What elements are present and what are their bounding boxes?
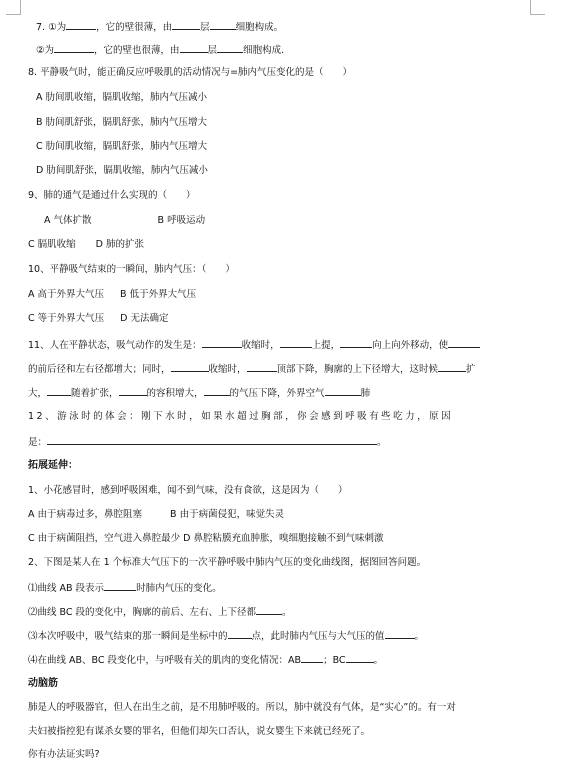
sub-question-1: ⑴曲线 AB 段表示 时肺内气压的变化。 — [28, 580, 222, 596]
blank[interactable] — [202, 337, 242, 348]
blank[interactable] — [104, 580, 136, 591]
blank[interactable] — [325, 385, 361, 396]
paragraph-line: 肺是人的呼吸器官，但人在出生之前，是不用肺呼吸的。所以，肺中就没有气体，是“实心”的。有一对 — [28, 702, 456, 713]
blank[interactable] — [204, 385, 230, 396]
option-row: C 膈肌收缩 D 肺的扩张 — [28, 239, 144, 250]
blank[interactable] — [301, 652, 323, 663]
option-row: A 气体扩散 B 呼吸运动 — [44, 215, 206, 226]
option-b: B 肋间肌舒张，膈肌舒张，肺内气压增大 — [36, 117, 208, 128]
paragraph-line: 你有办法证实吗? — [28, 749, 100, 760]
option-row: C 等于外界大气压 D 无法确定 — [28, 313, 169, 324]
option-d: D 肋间肌舒张，膈肌收缩，肺内气压减小 — [36, 165, 208, 176]
blank[interactable] — [217, 42, 243, 53]
blank[interactable] — [280, 337, 312, 348]
option-row: C 由于病菌阻挡，空气进入鼻腔最少 D 鼻腔粘膜充血肿胀，嗅细胞接触不到气味刺激 — [28, 533, 384, 544]
blank[interactable] — [54, 42, 94, 53]
section-heading-brain-teaser: 动脑筋 — [28, 678, 58, 689]
blank[interactable] — [119, 385, 147, 396]
blank[interactable] — [66, 19, 96, 30]
sub-question-2: ⑵曲线 BC 段的变化中，胸廓的前后、左右、上下径都 。 — [28, 604, 292, 620]
extension-question-1: 1、小花感冒时，感到呼吸困难，闻不到气味，没有食欲，这是因为（ ） — [28, 485, 348, 496]
blank[interactable] — [385, 628, 415, 639]
blank[interactable] — [346, 652, 374, 663]
blank[interactable] — [228, 628, 252, 639]
question-12-answer-line: 是： 。 — [28, 434, 387, 450]
extension-question-2: 2、下图是某人在 1 个标准大气压下的一次平静呼吸中肺内气压的变化曲线图，据图回答问题。 — [28, 557, 427, 568]
corner-mark-left — [6, 0, 21, 15]
question-7-line-1: 7. ①为 ，它的壁很薄，由 层 细胞构成。 — [36, 19, 283, 35]
option-row: A 高于外界大气压 B 低于外界大气压 — [28, 289, 197, 300]
question-12: 12、游泳时的体会：刚下水时，如果水超过胸部，你会感到呼吸有些吃力，原因 — [28, 411, 454, 422]
blank[interactable] — [438, 361, 466, 372]
blank[interactable] — [247, 361, 277, 372]
question-11-line-1: 11、人在平静状态，吸气动作的发生是： 收缩时， 上提， 向上向外移动，使 — [28, 337, 480, 353]
blank[interactable] — [172, 19, 200, 30]
blank[interactable] — [180, 42, 208, 53]
blank[interactable] — [171, 361, 209, 372]
option-row: A 由于病毒过多，鼻腔阻塞 B 由于病菌侵犯，味觉失灵 — [28, 509, 285, 520]
corner-mark-right — [530, 0, 545, 15]
blank[interactable] — [47, 385, 71, 396]
question-11-line-3: 大， 随着扩张， 的容积增大， 的气压下降，外界空气 肺 — [28, 385, 370, 401]
sub-question-4: ⑷在曲线 AB、BC 段变化中，与呼吸有关的肌肉的变化情况：AB ；BC 。 — [28, 652, 383, 668]
blank[interactable] — [47, 434, 377, 445]
question-9: 9、肺的通气是通过什么实现的（ ） — [28, 190, 196, 201]
option-c: C 肋间肌收缩，膈肌舒张，肺内气压增大 — [36, 141, 208, 152]
option-a: A 肋间肌收缩，膈肌收缩，肺内气压减小 — [36, 92, 208, 103]
question-8: 8. 平静吸气时，能正确反应呼吸肌的活动情况与=肺内气压变化的是（ ） — [28, 67, 353, 78]
question-10: 10、平静吸气结束的一瞬间，肺内气压：（ ） — [28, 264, 235, 275]
question-11-line-2: 的前后径和左右径都增大；同时， 收缩时， 顶部下降，胸廓的上下径增大，这时候 扩 — [28, 361, 476, 377]
blank[interactable] — [210, 19, 236, 30]
blank[interactable] — [256, 604, 282, 615]
sub-question-3: ⑶本次呼吸中，吸气结束的那一瞬间是坐标中的 点，此时肺内气压与大气压的值 。 — [28, 628, 424, 644]
section-heading-extension: 拓展延伸： — [28, 460, 78, 471]
blank[interactable] — [448, 337, 480, 348]
blank[interactable] — [340, 337, 372, 348]
paragraph-line: 夫妇被指控犯有谋杀女婴的罪名，但他们却矢口否认，说女婴生下来就已经死了。 — [28, 726, 371, 737]
question-7-line-2: ②为 ，它的壁也很薄，由 层 细胞构成. — [36, 42, 284, 58]
